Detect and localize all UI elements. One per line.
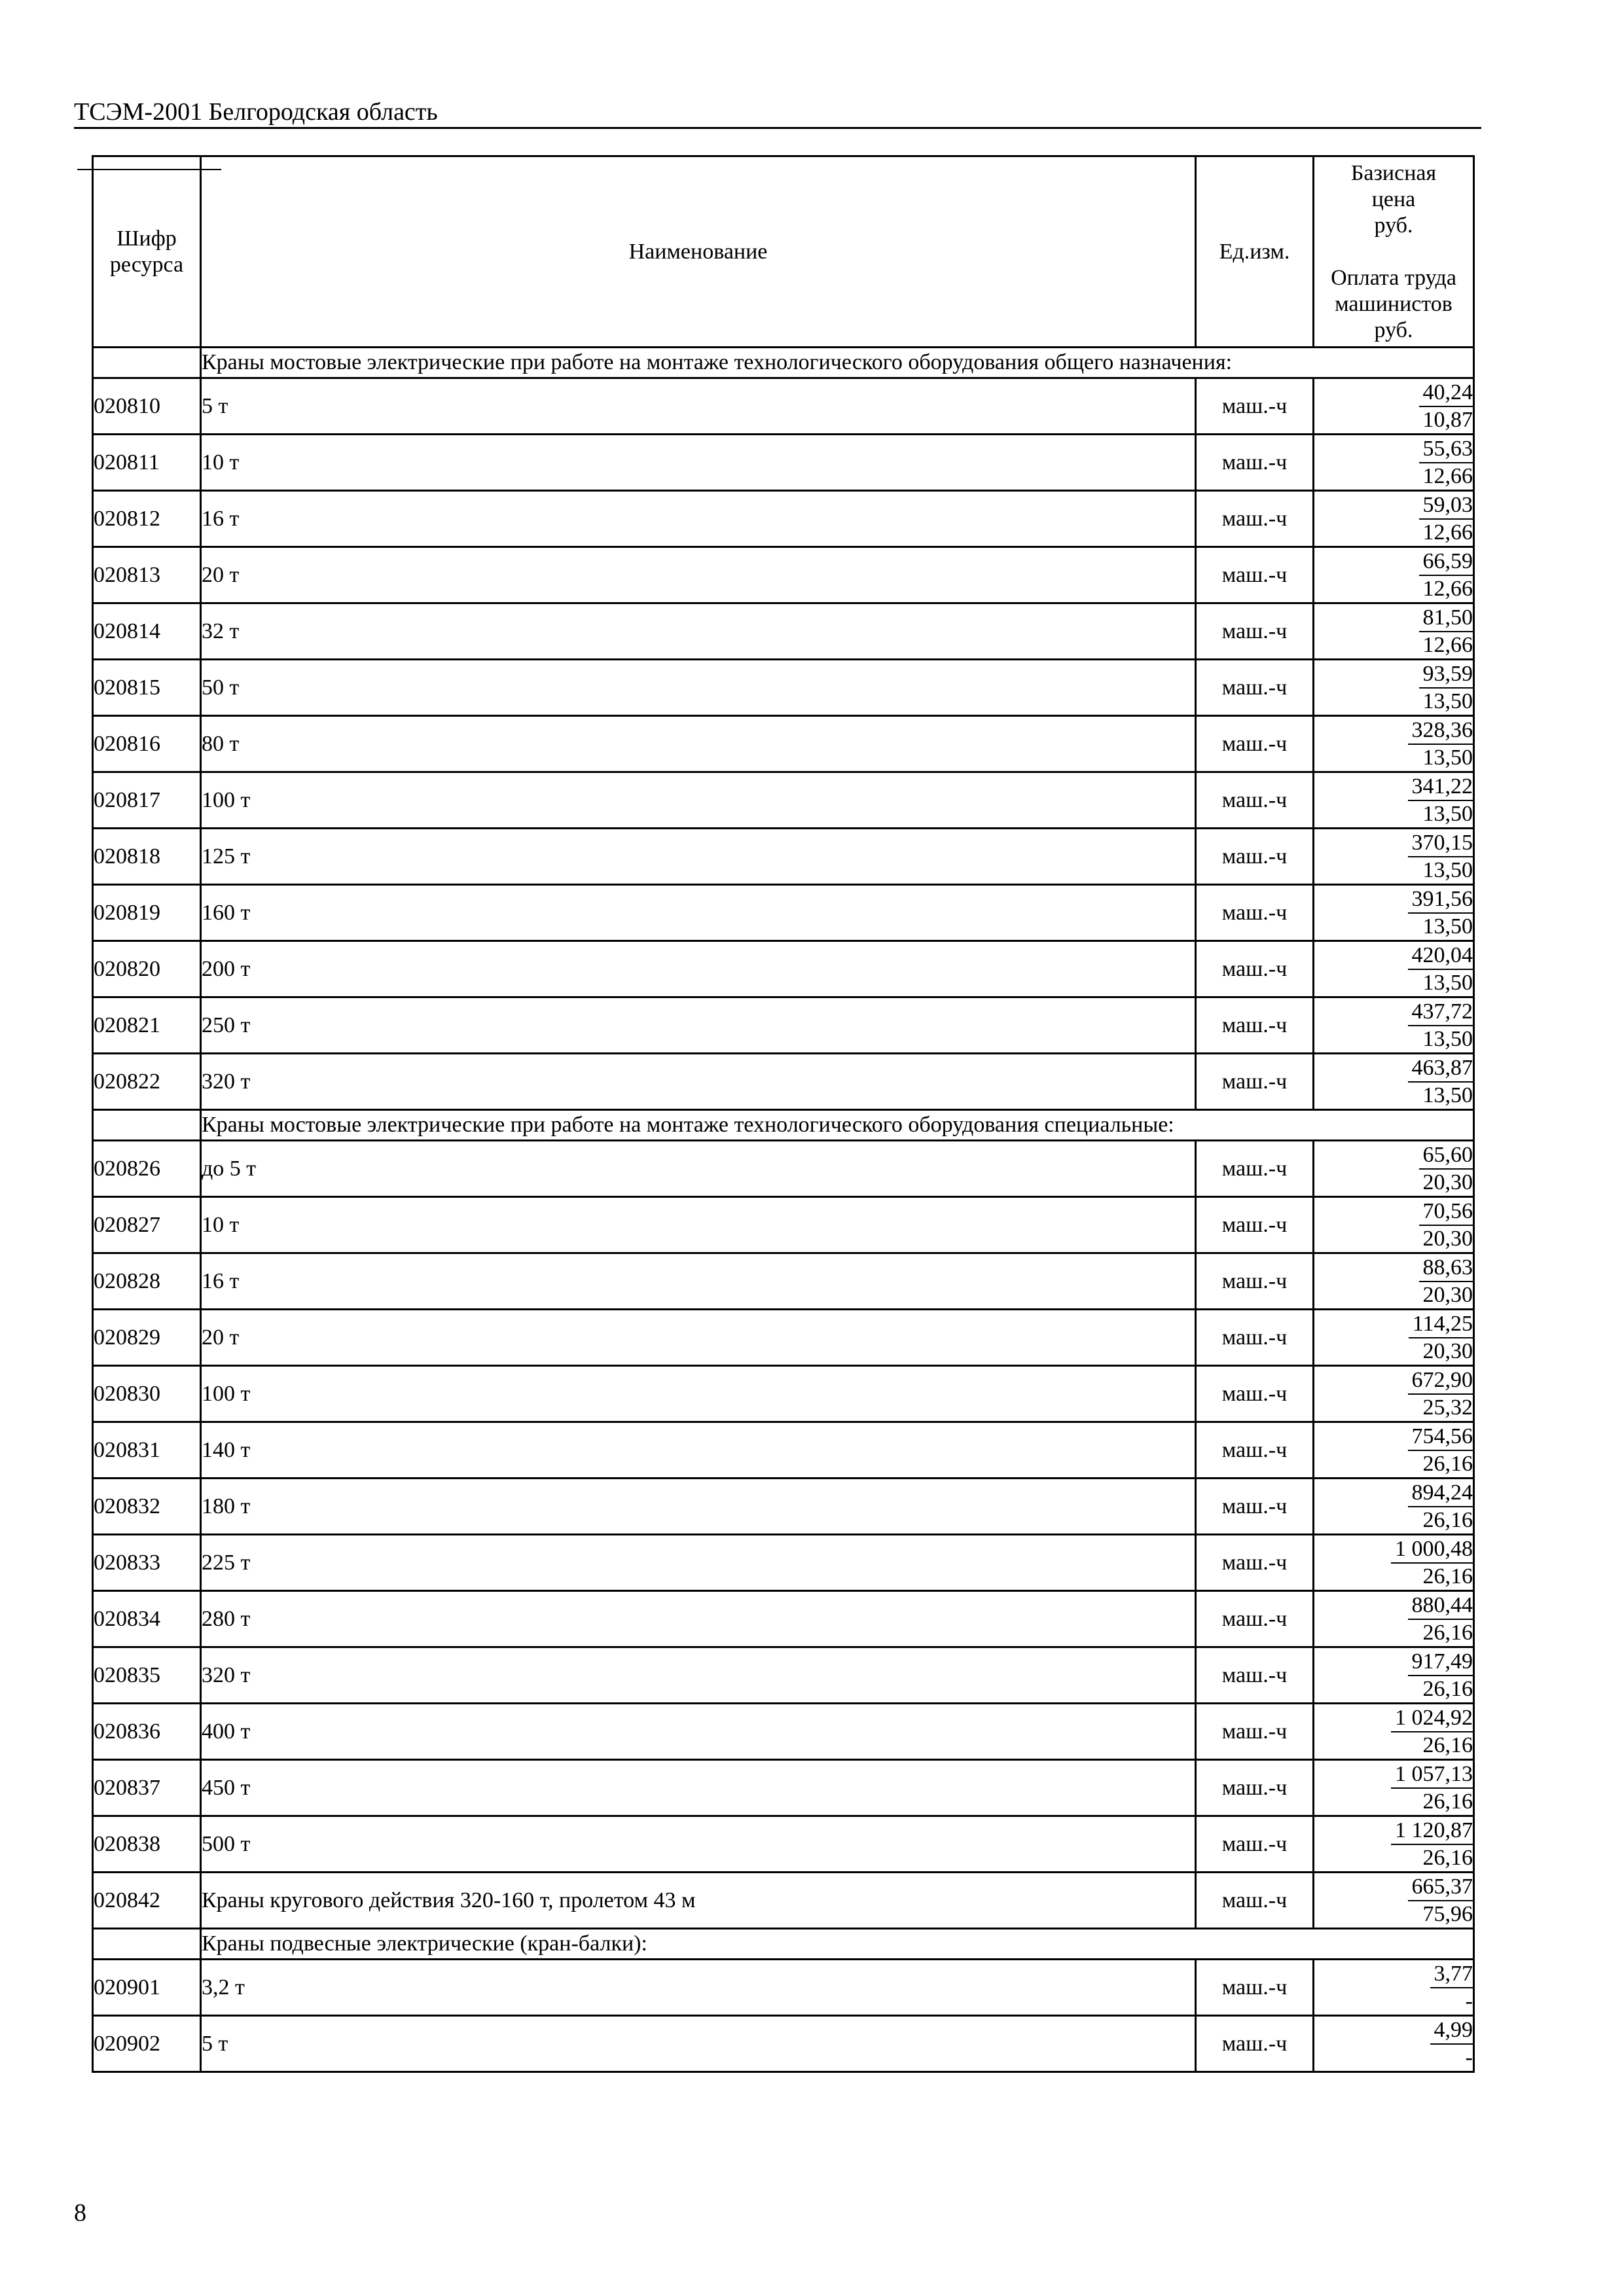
base-price: 391,56 xyxy=(1408,886,1473,914)
resource-name: 225 т xyxy=(201,1535,1196,1591)
resource-price-cell xyxy=(1314,829,1474,885)
base-price: 3,77 xyxy=(1430,1961,1473,1988)
operator-wage: 26,16 xyxy=(1422,1732,1473,1757)
resource-name: 400 т xyxy=(201,1704,1196,1760)
resource-name: 5 т xyxy=(201,2016,1196,2072)
operator-wage: 13,50 xyxy=(1422,1026,1473,1051)
resource-price-cell xyxy=(1314,491,1474,547)
resource-name: 180 т xyxy=(201,1479,1196,1535)
table-row xyxy=(93,829,1474,885)
resource-table xyxy=(92,155,1475,2073)
table-row xyxy=(93,1535,1474,1591)
resource-code: 020831 xyxy=(93,1422,201,1479)
resource-price-cell xyxy=(1314,1704,1474,1760)
table-row xyxy=(93,997,1474,1054)
base-price: 370,15 xyxy=(1408,830,1473,857)
resource-unit: маш.-ч xyxy=(1196,1816,1314,1873)
base-price: 70,56 xyxy=(1419,1198,1473,1226)
resource-price-cell xyxy=(1314,1479,1474,1535)
resource-price-cell xyxy=(1314,1591,1474,1647)
operator-wage: 13,50 xyxy=(1422,689,1473,713)
operator-wage: 20,30 xyxy=(1422,1170,1473,1194)
base-price: 917,49 xyxy=(1408,1649,1473,1676)
resource-name: 50 т xyxy=(201,660,1196,716)
operator-wage: 26,16 xyxy=(1422,1564,1473,1588)
resource-code: 020830 xyxy=(93,1366,201,1422)
resource-unit: маш.-ч xyxy=(1196,603,1314,660)
resource-code: 020826 xyxy=(93,1141,201,1197)
resource-code: 020819 xyxy=(93,885,201,941)
resource-code: 020838 xyxy=(93,1816,201,1873)
resource-name: 20 т xyxy=(201,547,1196,603)
resource-unit: маш.-ч xyxy=(1196,1760,1314,1816)
resource-code: 020842 xyxy=(93,1873,201,1929)
resource-code: 020811 xyxy=(93,435,201,491)
base-price: 463,87 xyxy=(1408,1055,1473,1083)
resource-unit: маш.-ч xyxy=(1196,716,1314,772)
resource-price-cell xyxy=(1314,1647,1474,1704)
resource-unit: маш.-ч xyxy=(1196,1141,1314,1197)
operator-wage: 10,87 xyxy=(1422,407,1473,432)
column-header-code: Шифр ресурса xyxy=(93,156,201,348)
section-title: Краны мостовые электрические при работе на монтаже технологического оборудования общего назначения: xyxy=(201,348,1474,378)
table-row xyxy=(93,1197,1474,1253)
resource-code: 020818 xyxy=(93,829,201,885)
resource-price-cell xyxy=(1314,1253,1474,1310)
base-price: 40,24 xyxy=(1419,380,1473,407)
resource-code: 020835 xyxy=(93,1647,201,1704)
section-header-row xyxy=(93,348,1474,378)
resource-unit: маш.-ч xyxy=(1196,491,1314,547)
table-row xyxy=(93,1253,1474,1310)
table-row xyxy=(93,1479,1474,1535)
base-price: 1 120,87 xyxy=(1391,1818,1473,1845)
base-price: 880,44 xyxy=(1408,1592,1473,1620)
table-row xyxy=(93,1704,1474,1760)
base-price: 1 000,48 xyxy=(1391,1536,1473,1564)
base-price: 81,50 xyxy=(1419,605,1473,632)
base-price: 65,60 xyxy=(1419,1142,1473,1170)
resource-code: 020836 xyxy=(93,1704,201,1760)
operator-wage: 20,30 xyxy=(1422,1282,1473,1307)
resource-unit: маш.-ч xyxy=(1196,2016,1314,2072)
base-price: 88,63 xyxy=(1419,1255,1473,1282)
section-header-row xyxy=(93,1929,1474,1960)
resource-code: 020901 xyxy=(93,1960,201,2016)
resource-price-cell xyxy=(1314,435,1474,491)
resource-name: 200 т xyxy=(201,941,1196,997)
resource-code: 020829 xyxy=(93,1310,201,1366)
resource-price-cell xyxy=(1314,1873,1474,1929)
resource-name: 3,2 т xyxy=(201,1960,1196,2016)
resource-price-cell xyxy=(1314,1535,1474,1591)
resource-price-cell xyxy=(1314,997,1474,1054)
resource-price-cell xyxy=(1314,1054,1474,1110)
resource-unit: маш.-ч xyxy=(1196,435,1314,491)
base-price: 1 057,13 xyxy=(1391,1761,1473,1789)
operator-wage: 13,50 xyxy=(1422,745,1473,770)
resource-name: 100 т xyxy=(201,1366,1196,1422)
resource-price-cell xyxy=(1314,1960,1474,2016)
resource-name: до 5 т xyxy=(201,1141,1196,1197)
resource-name: 16 т xyxy=(201,491,1196,547)
base-price: 93,59 xyxy=(1419,661,1473,689)
resource-name: 5 т xyxy=(201,378,1196,435)
table-row xyxy=(93,716,1474,772)
table-row xyxy=(93,1760,1474,1816)
table-row xyxy=(93,378,1474,435)
page-header-title: ТСЭМ-2001 Белгородская область xyxy=(74,98,438,126)
section-empty-cell xyxy=(93,1929,201,1960)
base-price: 55,63 xyxy=(1419,436,1473,463)
table-row xyxy=(93,603,1474,660)
table-row xyxy=(93,1141,1474,1197)
operator-wage: 13,50 xyxy=(1422,1083,1473,1107)
base-price: 59,03 xyxy=(1419,492,1473,520)
resource-unit: маш.-ч xyxy=(1196,1960,1314,2016)
resource-price-cell xyxy=(1314,1197,1474,1253)
resource-price-cell xyxy=(1314,1816,1474,1873)
resource-unit: маш.-ч xyxy=(1196,1054,1314,1110)
table-row xyxy=(93,1310,1474,1366)
base-price: 754,56 xyxy=(1408,1424,1473,1451)
table-row xyxy=(93,547,1474,603)
resource-price-cell xyxy=(1314,1760,1474,1816)
base-price: 114,25 xyxy=(1409,1311,1473,1338)
resource-unit: маш.-ч xyxy=(1196,772,1314,829)
resource-code: 020834 xyxy=(93,1591,201,1647)
column-header-unit: Ед.изм. xyxy=(1196,156,1314,348)
operator-wage: 13,50 xyxy=(1422,801,1473,826)
resource-unit: маш.-ч xyxy=(1196,885,1314,941)
resource-name: 80 т xyxy=(201,716,1196,772)
table-row xyxy=(93,660,1474,716)
resource-name: 125 т xyxy=(201,829,1196,885)
operator-wage: - xyxy=(1465,2045,1473,2070)
resource-unit: маш.-ч xyxy=(1196,1873,1314,1929)
operator-wage: 26,16 xyxy=(1422,1789,1473,1814)
base-price: 1 024,92 xyxy=(1391,1705,1473,1732)
table-row xyxy=(93,1647,1474,1704)
resource-unit: маш.-ч xyxy=(1196,1704,1314,1760)
resource-price-cell xyxy=(1314,660,1474,716)
base-price: 672,90 xyxy=(1408,1367,1473,1395)
operator-wage: 12,66 xyxy=(1422,576,1473,601)
resource-unit: маш.-ч xyxy=(1196,941,1314,997)
resource-price-cell xyxy=(1314,547,1474,603)
operator-wage: 26,16 xyxy=(1422,1845,1473,1870)
column-header-price-spacer xyxy=(1314,239,1473,265)
operator-wage: 12,66 xyxy=(1422,632,1473,657)
table-header-row xyxy=(93,156,1474,348)
resource-price-cell xyxy=(1314,603,1474,660)
resource-code: 020813 xyxy=(93,547,201,603)
column-header-price xyxy=(1314,156,1474,348)
resource-name: 280 т xyxy=(201,1591,1196,1647)
table-row xyxy=(93,1422,1474,1479)
section-header-row xyxy=(93,1110,1474,1141)
resource-price-cell xyxy=(1314,1141,1474,1197)
column-header-price-line: машинистов xyxy=(1335,291,1453,316)
section-empty-cell xyxy=(93,1110,201,1141)
table-row xyxy=(93,1054,1474,1110)
resource-name: 140 т xyxy=(201,1422,1196,1479)
resource-price-cell xyxy=(1314,885,1474,941)
header-rule xyxy=(74,127,1481,129)
resource-code: 020902 xyxy=(93,2016,201,2072)
resource-unit: маш.-ч xyxy=(1196,1197,1314,1253)
base-price: 894,24 xyxy=(1408,1480,1473,1507)
resource-price-cell xyxy=(1314,772,1474,829)
resource-code: 020814 xyxy=(93,603,201,660)
table-row xyxy=(93,1960,1474,2016)
table-row xyxy=(93,1591,1474,1647)
operator-wage: 12,66 xyxy=(1422,520,1473,545)
base-price: 4,99 xyxy=(1430,2017,1473,2045)
resource-code: 020832 xyxy=(93,1479,201,1535)
resource-name: 16 т xyxy=(201,1253,1196,1310)
table-row xyxy=(93,941,1474,997)
column-header-price-line: Оплата труда xyxy=(1331,265,1456,290)
base-price: 420,04 xyxy=(1408,942,1473,970)
section-empty-cell xyxy=(93,348,201,378)
resource-name: 250 т xyxy=(201,997,1196,1054)
resource-name: 160 т xyxy=(201,885,1196,941)
resource-name: 10 т xyxy=(201,1197,1196,1253)
resource-price-cell xyxy=(1314,716,1474,772)
resource-unit: маш.-ч xyxy=(1196,378,1314,435)
resource-unit: маш.-ч xyxy=(1196,997,1314,1054)
resource-price-cell xyxy=(1314,1310,1474,1366)
resource-price-cell xyxy=(1314,1422,1474,1479)
table-row xyxy=(93,772,1474,829)
table-row xyxy=(93,491,1474,547)
base-price: 328,36 xyxy=(1408,717,1473,745)
resource-code: 020812 xyxy=(93,491,201,547)
operator-wage: 75,96 xyxy=(1422,1901,1473,1926)
table-row xyxy=(93,1816,1474,1873)
resource-code: 020821 xyxy=(93,997,201,1054)
base-price: 437,72 xyxy=(1408,999,1473,1026)
operator-wage: 13,50 xyxy=(1422,914,1473,939)
operator-wage: 26,16 xyxy=(1422,1620,1473,1645)
resource-name: 32 т xyxy=(201,603,1196,660)
resource-price-cell xyxy=(1314,941,1474,997)
resource-name: 320 т xyxy=(201,1054,1196,1110)
resource-name: 20 т xyxy=(201,1310,1196,1366)
resource-unit: маш.-ч xyxy=(1196,1535,1314,1591)
column-header-price-line: руб. xyxy=(1374,213,1413,238)
operator-wage: 12,66 xyxy=(1422,463,1473,488)
operator-wage: 20,30 xyxy=(1422,1226,1473,1251)
column-header-price-line: Базисная xyxy=(1350,160,1437,185)
resource-unit: маш.-ч xyxy=(1196,829,1314,885)
operator-wage: 26,16 xyxy=(1422,1676,1473,1701)
operator-wage: 13,50 xyxy=(1422,970,1473,995)
resource-code: 020833 xyxy=(93,1535,201,1591)
resource-unit: маш.-ч xyxy=(1196,1479,1314,1535)
resource-unit: маш.-ч xyxy=(1196,547,1314,603)
section-title: Краны подвесные электрические (кран-балки): xyxy=(201,1929,1474,1960)
table-row xyxy=(93,1873,1474,1929)
table-row xyxy=(93,885,1474,941)
resource-code: 020810 xyxy=(93,378,201,435)
resource-name: 10 т xyxy=(201,435,1196,491)
operator-wage: 26,16 xyxy=(1422,1507,1473,1532)
operator-wage: 25,32 xyxy=(1422,1395,1473,1420)
operator-wage: - xyxy=(1465,1988,1473,2013)
resource-name: 100 т xyxy=(201,772,1196,829)
resource-code: 020828 xyxy=(93,1253,201,1310)
resource-code: 020837 xyxy=(93,1760,201,1816)
resource-unit: маш.-ч xyxy=(1196,1647,1314,1704)
section-title: Краны мостовые электрические при работе на монтаже технологического оборудования специальные: xyxy=(201,1110,1474,1141)
resource-price-cell xyxy=(1314,2016,1474,2072)
resource-name: Краны кругового действия 320-160 т, пролетом 43 м xyxy=(201,1873,1196,1929)
table-row xyxy=(93,1366,1474,1422)
base-price: 665,37 xyxy=(1408,1874,1473,1901)
resource-code: 020817 xyxy=(93,772,201,829)
page-number: 8 xyxy=(74,2199,86,2227)
operator-wage: 26,16 xyxy=(1422,1451,1473,1476)
base-price: 341,22 xyxy=(1408,774,1473,801)
operator-wage: 20,30 xyxy=(1422,1338,1473,1363)
base-price: 66,59 xyxy=(1419,548,1473,576)
resource-unit: маш.-ч xyxy=(1196,1366,1314,1422)
column-header-name: Наименование xyxy=(201,156,1196,348)
resource-unit: маш.-ч xyxy=(1196,1591,1314,1647)
resource-code: 020827 xyxy=(93,1197,201,1253)
resource-name: 450 т xyxy=(201,1760,1196,1816)
table-row xyxy=(93,435,1474,491)
column-header-price-line: цена xyxy=(1371,187,1416,211)
resource-name: 500 т xyxy=(201,1816,1196,1873)
resource-price-cell xyxy=(1314,378,1474,435)
resource-unit: маш.-ч xyxy=(1196,1310,1314,1366)
table-row xyxy=(93,2016,1474,2072)
resource-code: 020822 xyxy=(93,1054,201,1110)
resource-unit: маш.-ч xyxy=(1196,1253,1314,1310)
resource-name: 320 т xyxy=(201,1647,1196,1704)
resource-code: 020815 xyxy=(93,660,201,716)
column-header-price-line: руб. xyxy=(1374,317,1413,342)
resource-price-cell xyxy=(1314,1366,1474,1422)
resource-unit: маш.-ч xyxy=(1196,1422,1314,1479)
resource-unit: маш.-ч xyxy=(1196,660,1314,716)
resource-code: 020820 xyxy=(93,941,201,997)
resource-code: 020816 xyxy=(93,716,201,772)
operator-wage: 13,50 xyxy=(1422,857,1473,882)
